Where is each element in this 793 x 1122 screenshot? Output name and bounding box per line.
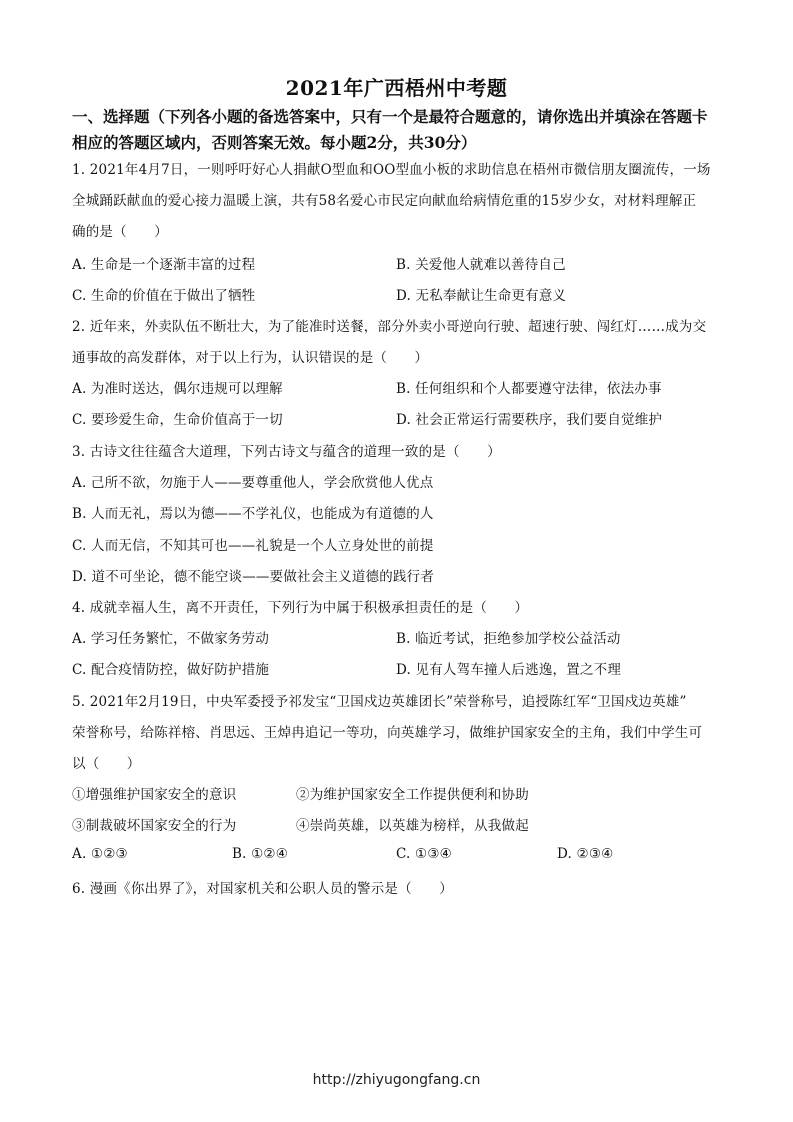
page-title: 2021年广西梧州中考题 [285, 76, 508, 100]
q1-option-d: D. 无私奉献让生命更有意义 [396, 288, 567, 304]
q5-stem-line1: 5. 2021年2月19日，中央军委授予祁发宝“卫国戍边英雄团长”荣誉称号，追授陈红军“卫国戍边英雄” [72, 694, 687, 710]
footer-url: http://zhiyugongfang.cn [312, 1072, 481, 1088]
q1-option-b: B. 关爱他人就难以善待自己 [396, 257, 566, 273]
q5-option-a: A. ①②③ [72, 846, 128, 862]
q2-stem-line1: 2. 近年来，外卖队伍不断壮大，为了能准时送餐，部分外卖小哥逆向行驶、超速行驶、闯红灯……成为交 [72, 319, 707, 335]
q5-option-b: B. ①②④ [232, 846, 289, 862]
q1-stem-line3: 确的是（ ） [72, 224, 168, 240]
q1-option-c: C. 生命的价值在于做出了牺牲 [72, 288, 256, 304]
q5-statement-4: ④崇尚英雄，以英雄为榜样，从我做起 [296, 818, 529, 834]
q5-statement-1: ①增强维护国家安全的意识 [72, 787, 237, 803]
q4-stem-line1: 4. 成就幸福人生，离不开责任，下列行为中属于积极承担责任的是（ ） [72, 600, 529, 616]
section-heading: 一、选择题（下列各小题的备选答案中，只有一个是最符合题意的，请你选出并填涂在答题卡相应的答题区域内，否则答案无效。每小题2分，共30分） [72, 107, 708, 152]
q3-stem-line1: 3. 古诗文往往蕴含大道理，下列古诗文与蕴含的道理一致的是（ ） [72, 444, 501, 460]
q4-option-b: B. 临近考试，拒绝参加学校公益活动 [396, 631, 621, 647]
q4-option-a: A. 学习任务繁忙，不做家务劳动 [72, 631, 270, 647]
q2-stem-line2: 通事故的高发群体，对于以上行为，认识错误的是（ ） [72, 350, 429, 366]
q5-option-d: D. ②③④ [557, 846, 614, 862]
q5-option-c: C. ①③④ [396, 846, 452, 862]
q1-stem-line2: 全城踊跃献血的爱心接力温暖上演，共有58名爱心市民定向献血给病情危重的15岁少女，对材料理解正 [72, 193, 697, 209]
q2-option-b: B. 任何组织和个人都要遵守法律，依法办事 [396, 381, 662, 397]
q5-stem-line3: 以（ ） [72, 756, 141, 772]
q2-option-a: A. 为准时送达，偶尔违规可以理解 [72, 381, 283, 397]
q3-option-d: D. 道不可坐论，德不能空谈——要做社会主义道德的践行者 [72, 569, 435, 585]
q4-option-d: D. 见有人驾车撞人后逃逸，置之不理 [396, 662, 622, 678]
q6-stem-line1: 6. 漫画《你出界了》，对国家机关和公职人员的警示是（ ） [72, 881, 453, 897]
q3-option-b: B. 人而无礼，焉以为德——不学礼仪，也能成为有道德的人 [72, 506, 434, 522]
q2-option-c: C. 要珍爱生命，生命价值高于一切 [72, 412, 283, 428]
q3-option-a: A. 己所不欲，勿施于人——要尊重他人，学会欣赏他人优点 [72, 475, 434, 491]
q2-option-d: D. 社会正常运行需要秩序，我们要自觉维护 [396, 412, 663, 428]
q5-stem-line2: 荣誉称号，给陈祥榕、肖思远、王焯冉追记一等功，向英雄学习，做维护国家安全的主角，我们中学生可 [72, 725, 703, 741]
q5-statement-3: ③制裁破坏国家安全的行为 [72, 818, 237, 834]
q1-option-a: A. 生命是一个逐渐丰富的过程 [72, 257, 256, 273]
q1-stem-line1: 1. 2021年4月7日，一则呼吁好心人捐献O型血和OO型血小板的求助信息在梧州市微信朋友圈流传，一场 [72, 162, 711, 178]
q5-statement-2: ②为维护国家安全工作提供便利和协助 [296, 787, 529, 803]
q3-option-c: C. 人而无信，不知其可也——礼貌是一个人立身处世的前提 [72, 538, 434, 554]
q4-option-c: C. 配合疫情防控，做好防护措施 [72, 662, 270, 678]
